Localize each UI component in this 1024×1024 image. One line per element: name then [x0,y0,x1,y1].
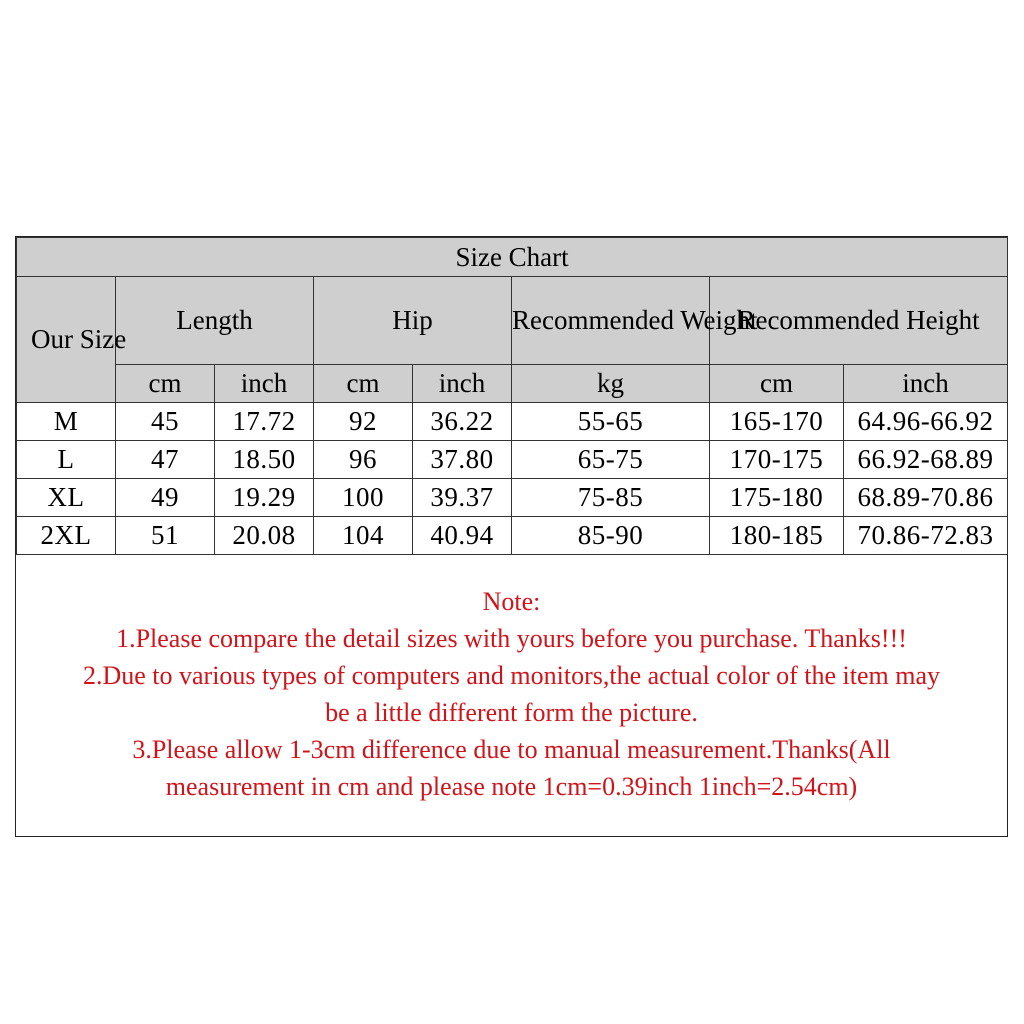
cell-hip-inch: 40.94 [413,517,512,555]
table-row [17,479,1008,517]
table-row [17,403,1008,441]
note-line-3a: 3.Please allow 1-3cm difference due to manual measurement.Thanks(All [132,735,891,764]
cell-hip-inch: 36.22 [413,403,512,441]
table-row [17,441,1008,479]
cell-height-inch: 64.96-66.92 [844,403,1008,441]
cell-hip-cm: 100 [314,479,413,517]
cell-size: M [17,403,116,441]
cell-length-inch: 17.72 [215,403,314,441]
unit-hip-inch: inch [413,365,512,403]
note-line-2b: be a little different form the picture. [325,698,698,727]
cell-height-cm: 175-180 [710,479,844,517]
cell-height-cm: 180-185 [710,517,844,555]
note-line-2a: 2.Due to various types of computers and monitors,the actual color of the item may [82,661,941,690]
cell-height-cm: 170-175 [710,441,844,479]
header-hip: Hip [314,277,512,365]
cell-length-cm: 45 [116,403,215,441]
cell-length-inch: 20.08 [215,517,314,555]
unit-length-inch: inch [215,365,314,403]
cell-height-inch: 66.92-68.89 [844,441,1008,479]
cell-weight: 65-75 [512,441,710,479]
cell-weight: 85-90 [512,517,710,555]
cell-hip-inch: 39.37 [413,479,512,517]
title-row [17,238,1008,277]
unit-weight-kg: kg [512,365,710,403]
cell-height-cm: 165-170 [710,403,844,441]
table-row [17,517,1008,555]
unit-height-cm: cm [710,365,844,403]
cell-length-cm: 49 [116,479,215,517]
size-table [16,237,1008,555]
cell-length-cm: 47 [116,441,215,479]
cell-hip-cm: 92 [314,403,413,441]
cell-size: XL [17,479,116,517]
unit-height-inch: inch [844,365,1008,403]
unit-hip-cm: cm [314,365,413,403]
table-title: Size Chart [17,238,1008,277]
cell-hip-cm: 96 [314,441,413,479]
cell-height-inch: 70.86-72.83 [844,517,1008,555]
cell-length-cm: 51 [116,517,215,555]
cell-length-inch: 19.29 [215,479,314,517]
note-section [16,583,1007,805]
note-line-3b: measurement in cm and please note 1cm=0.39inch 1inch=2.54cm) [165,772,858,801]
cell-size: L [17,441,116,479]
cell-height-inch: 68.89-70.86 [844,479,1008,517]
header-recommended-weight: Recommended Weight [512,277,710,365]
unit-length-cm: cm [116,365,215,403]
cell-size: 2XL [17,517,116,555]
header-recommended-height: Recommended Height [710,277,1008,365]
header-length: Length [116,277,314,365]
note-heading: Note: [482,587,541,616]
header-row [17,277,1008,365]
header-our-size: Our Size [17,277,116,403]
size-chart [15,236,1008,837]
cell-length-inch: 18.50 [215,441,314,479]
cell-hip-cm: 104 [314,517,413,555]
cell-weight: 75-85 [512,479,710,517]
note-line-1: 1.Please compare the detail sizes with yours before you purchase. Thanks!!! [116,624,907,653]
cell-hip-inch: 37.80 [413,441,512,479]
unit-row [17,365,1008,403]
cell-weight: 55-65 [512,403,710,441]
